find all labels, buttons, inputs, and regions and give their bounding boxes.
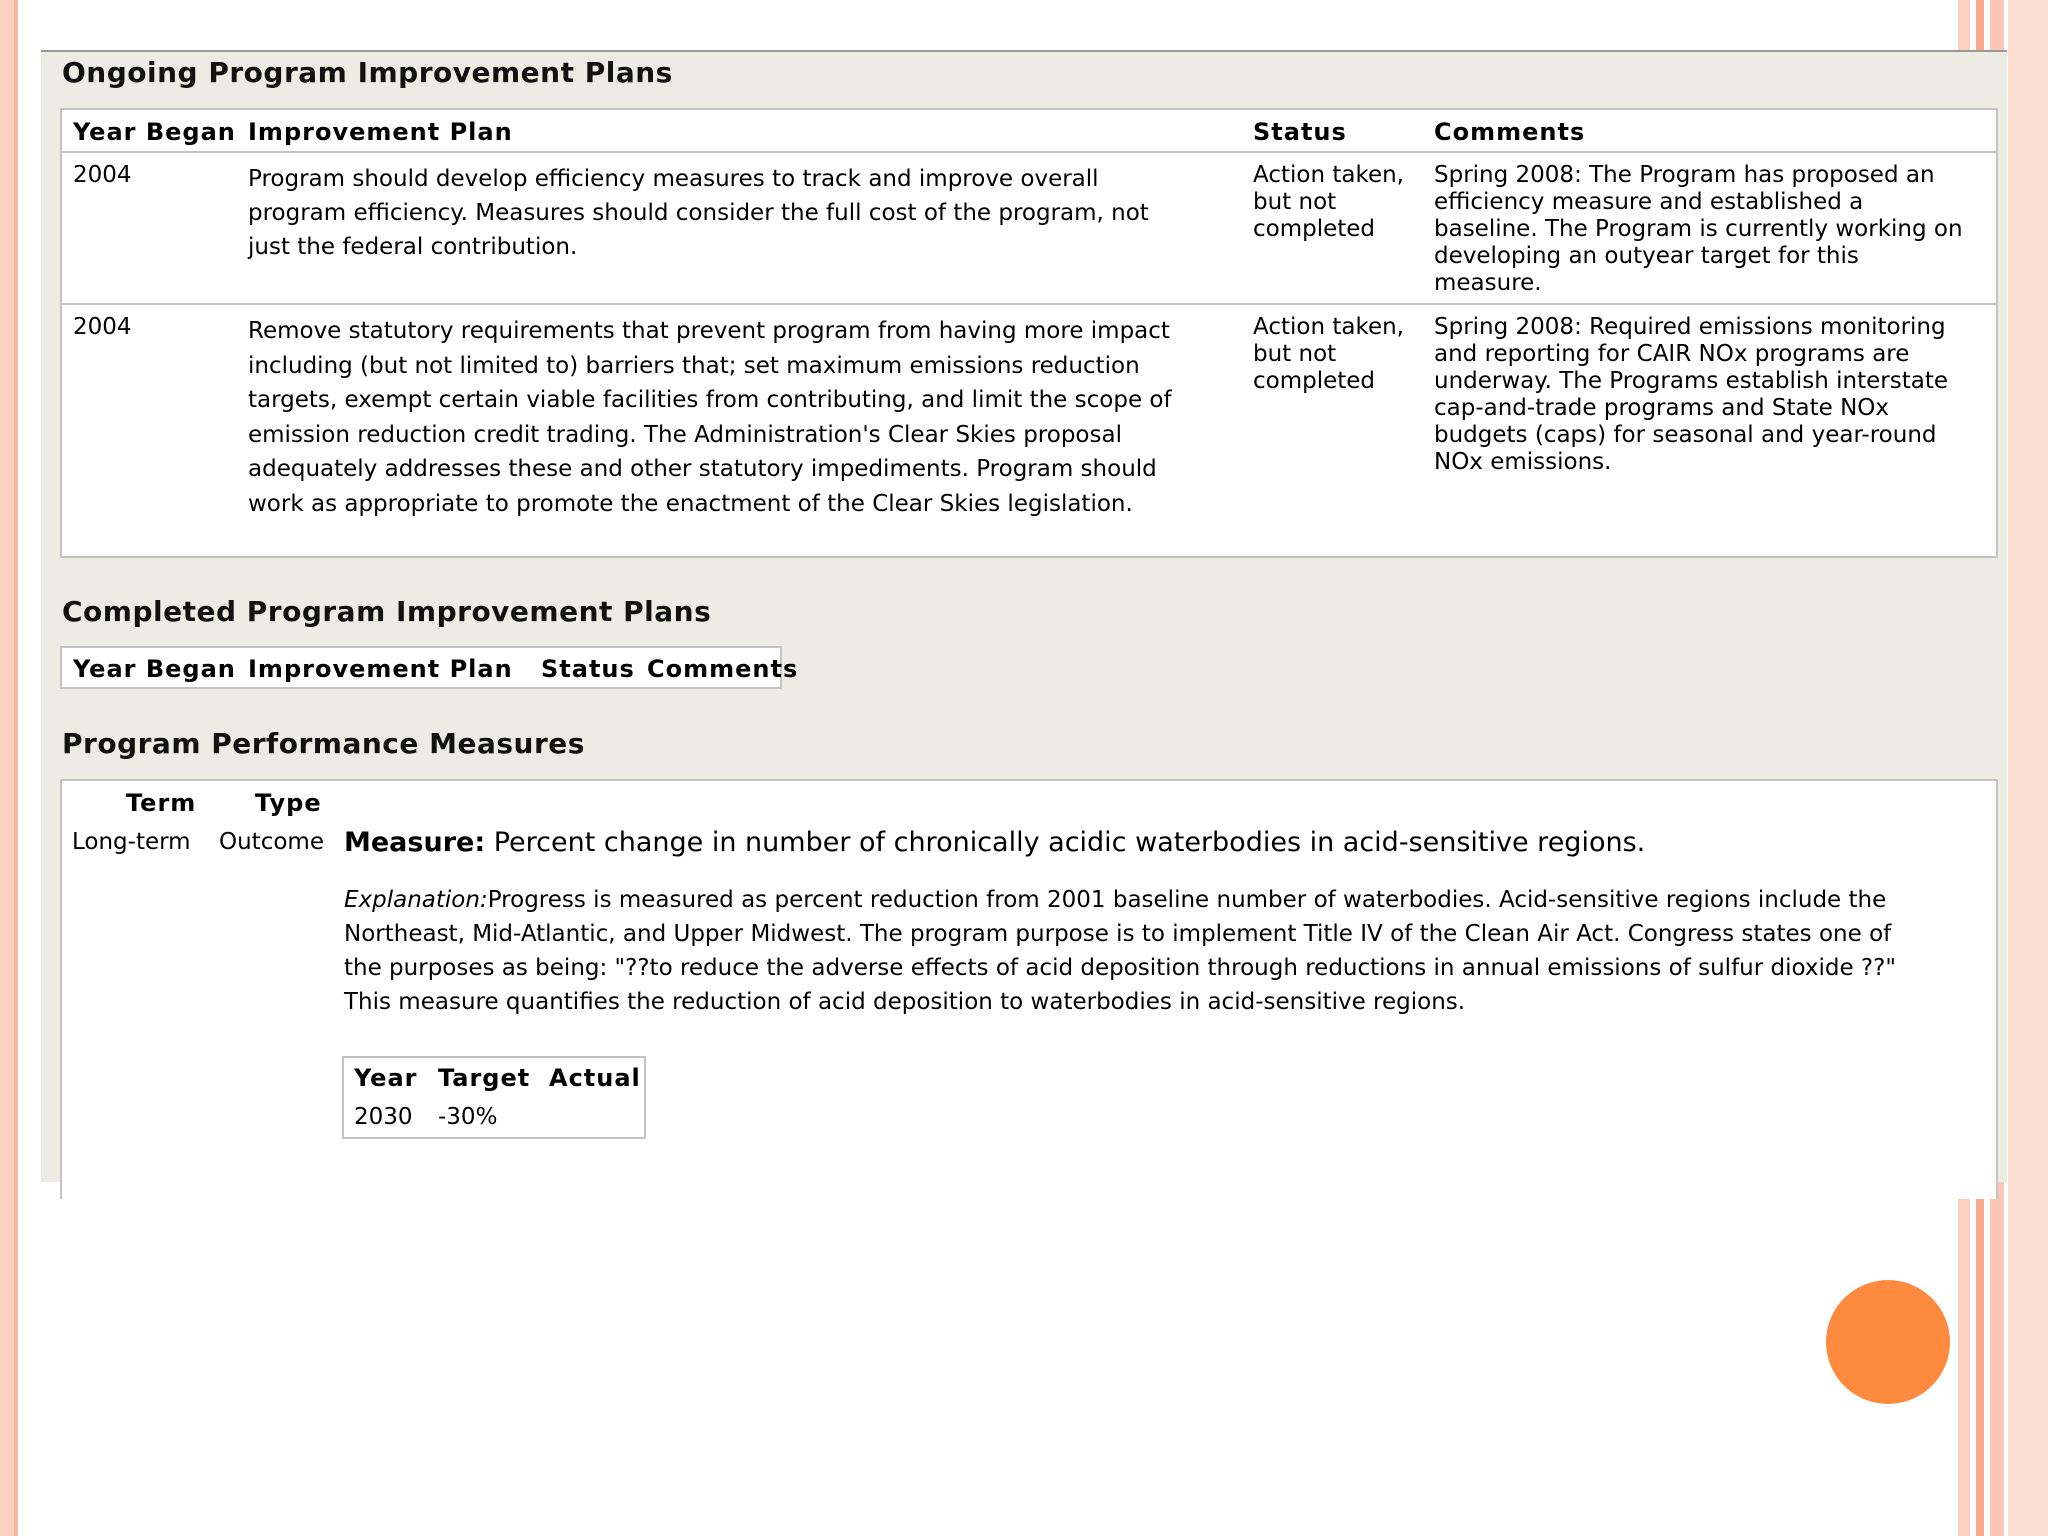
completed-header-improvement-plan: Improvement Plan [248, 655, 513, 683]
performance-section-title: Program Performance Measures [62, 727, 585, 760]
row-divider [62, 303, 1996, 305]
target-row-year: 2030 [354, 1104, 413, 1130]
left-border-stripe [0, 0, 14, 1536]
header-year-began: Year Began [73, 118, 236, 146]
target-header-target: Target [438, 1064, 531, 1092]
header-term: Term [126, 789, 197, 817]
explanation-line-1: Progress is measured as percent reduction from 2001 baseline number of waterbodies. Acid-sensitive regions include the [487, 887, 1887, 913]
measure-type: Outcome [219, 829, 324, 855]
row2-plan: Remove statutory requirements that prevent program from having more impact including (but not limited to) barriers that; set maximum emissions reduction targets, exempt certain viable facilities from contributing, and limit the scope of emission reduction credit trading. The Administration's Clear Skies proposal adequately addresses these and other statutory impediments. Program should work as appropriate to promote the enactment of the Clear Skies legislation. [248, 318, 1172, 517]
header-improvement-plan: Improvement Plan [248, 118, 513, 146]
completed-header-status: Status [541, 655, 635, 683]
header-status: Status [1253, 118, 1347, 146]
completed-plans-table [60, 646, 799, 689]
row2-status: Action taken, but not completed [1253, 314, 1404, 394]
header-divider [62, 151, 1996, 153]
target-row-target: -30% [438, 1104, 498, 1130]
header-comments: Comments [1434, 118, 1586, 146]
measure-term: Long-term [72, 829, 191, 855]
row1-status: Action taken, but not completed [1253, 162, 1404, 242]
explanation-label: Explanation: [344, 887, 488, 913]
measure-label: Measure: [344, 827, 486, 858]
target-header-actual: Actual [549, 1064, 641, 1092]
decorative-circle [1826, 1280, 1950, 1404]
row1-comments: Spring 2008: The Program has proposed an efficiency measure and established a baseline. The Program is currently working on developing an outyear target for this measure. [1434, 162, 1963, 296]
completed-header-year-began: Year Began [73, 655, 236, 683]
row2-comments: Spring 2008: Required emissions monitoring and reporting for CAIR NOx programs are underway. The Programs establish interstate cap-and-trade programs and State NOx budgets (caps) for seasonal and year-round NOx emissions. [1434, 314, 1948, 475]
row2-year: 2004 [73, 314, 132, 340]
measure-statement [344, 827, 1645, 858]
header-type: Type [255, 789, 322, 817]
completed-header-comments: Comments [647, 655, 799, 683]
explanation-line-3: the purposes as being: "??to reduce the adverse effects of acid deposition through reductions in annual emissions of sulfur dioxide ??" [344, 955, 1896, 981]
performance-measures-table [60, 779, 1998, 1199]
row1-year: 2004 [73, 162, 132, 188]
row1-plan: Program should develop efficiency measures to track and improve overall program efficiency. Measures should consider the full cost of the program, not just the federal contribution. [248, 166, 1149, 260]
screenshot-panel [41, 50, 2007, 1182]
measure-explanation [344, 883, 1994, 1019]
ongoing-section-title: Ongoing Program Improvement Plans [62, 56, 673, 89]
ongoing-plans-table [60, 108, 1998, 558]
completed-section-title: Completed Program Improvement Plans [62, 595, 712, 628]
explanation-line-2: Northeast, Mid-Atlantic, and Upper Midwest. The program purpose is to implement Title IV of the Clean Air Act. Congress states one of [344, 921, 1892, 947]
explanation-line-4: This measure quantifies the reduction of acid deposition to waterbodies in acid-sensitive regions. [344, 989, 1466, 1015]
right-border-stripe-4 [2008, 0, 2048, 1536]
target-header-year: Year [354, 1064, 418, 1092]
left-border-stripe-inner [14, 0, 18, 1536]
measure-text: Percent change in number of chronically acidic waterbodies in acid-sensitive regions. [493, 827, 1646, 858]
target-table [342, 1056, 646, 1139]
